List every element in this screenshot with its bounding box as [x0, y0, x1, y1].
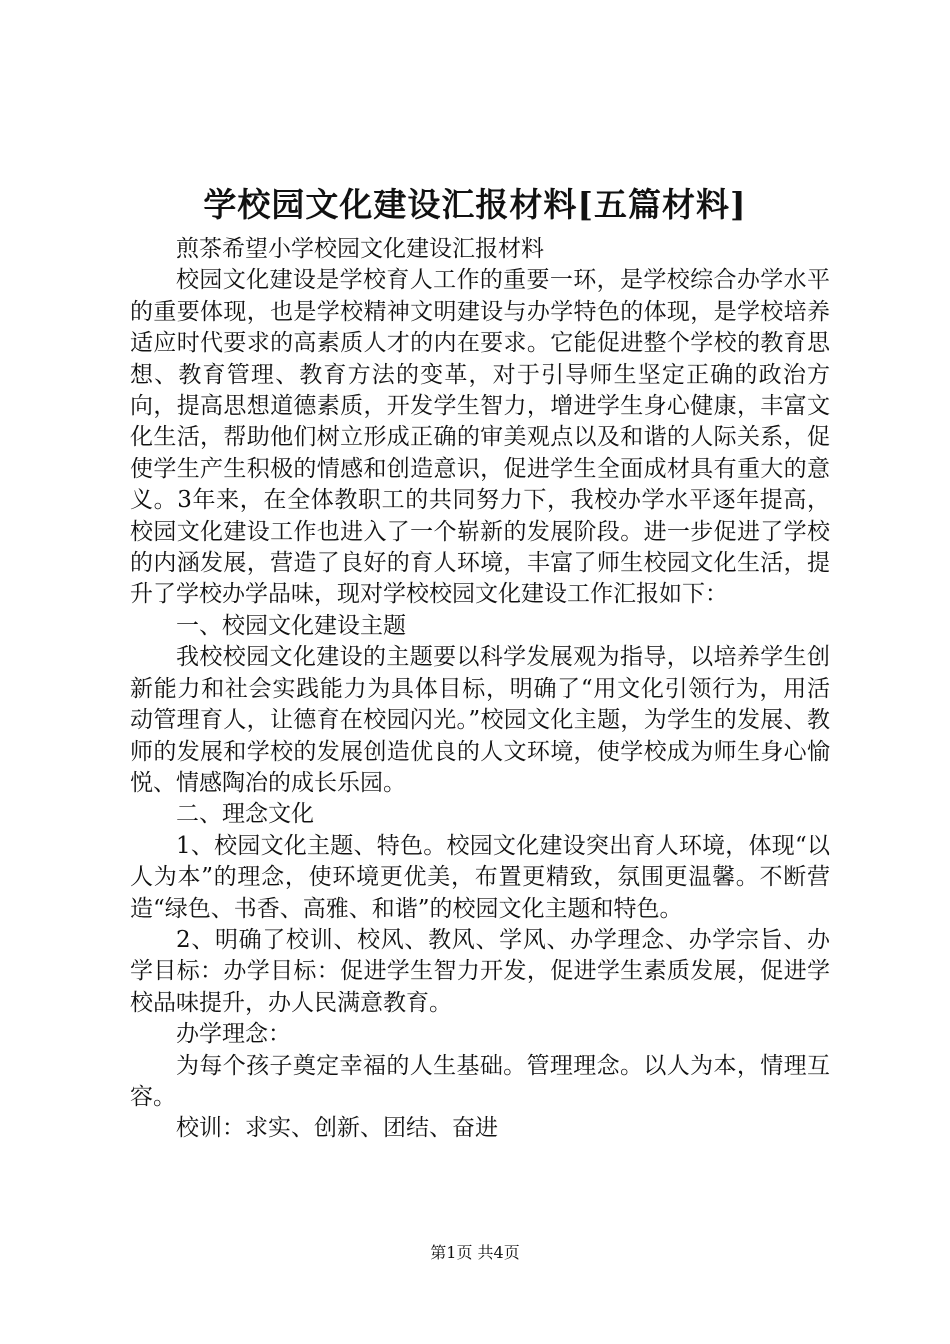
page-footer: 第1页 共4页 [430, 1243, 520, 1262]
body-paragraph: 我校校园文化建设的主题要以科学发展观为指导，以培养学生创新能力和社会实践能力为具体目标，明确了“用文化引领行为，用活动管理育人，让德育在校园闪光。”校园文化主题，为学生的发展、教师的发展和学校的发展创造优良的人文环境，使学校成为师生身心愉悦、情感陶冶的成长乐园。 [130, 644, 830, 796]
section-heading: 一、校园文化建设主题 [176, 612, 406, 639]
body-paragraph: 校园文化建设是学校育人工作的重要一环，是学校综合办学水平的重要体现，也是学校精神文明建设与办学特色的体现，是学校培养适应时代要求的高素质人才的内在要求。它能促进整个学校的教育思想、教育管理、教育方法的变革，对于引导师生坚定正确的政治方向，提高思想道德素质，开发学生智力，增进学生身心健康，丰富文化生活，帮助他们树立形成正确的审美观点以及和谐的人际关系，促使学生产生积极的情感和创造意识，促进学生全面成材具有重大的意义。3年来，在全体教职工的共同努力下，我校办学水平逐年提高，校园文化建设工作也进入了一个崭新的发展阶段。进一步促进了学校的内涵发展，营造了良好的育人环境，丰富了师生校园文化生活，提升了学校办学品味，现对学校校园文化建设工作汇报如下： [130, 267, 830, 608]
document-body [130, 234, 830, 1145]
body-paragraph-subtitle: 煎茶希望小学校园文化建设汇报材料 [176, 236, 544, 262]
body-paragraph: 1、校园文化主题、特色。校园文化建设突出育人环境，体现“以人为本”的理念，使环境更优美，布置更精致，氛围更温馨。不断营造“绿色、书香、高雅、和谐”的校园文化主题和特色。 [130, 832, 830, 922]
document-title: 学校园文化建设汇报材料[五篇材料] [203, 185, 747, 224]
section-heading: 二、理念文化 [176, 801, 314, 828]
body-paragraph: 为每个孩子奠定幸福的人生基础。管理理念。以人为本，情理互容。 [130, 1052, 830, 1110]
body-paragraph: 校训：求实、创新、团结、奋进 [176, 1115, 498, 1142]
body-paragraph: 办学理念： [176, 1021, 291, 1048]
body-paragraph: 2、明确了校训、校风、教风、学风、办学理念、办学宗旨、办学目标：办学目标：促进学生智力开发，促进学生素质发展，促进学校品味提升，办人民满意教育。 [130, 926, 830, 1016]
